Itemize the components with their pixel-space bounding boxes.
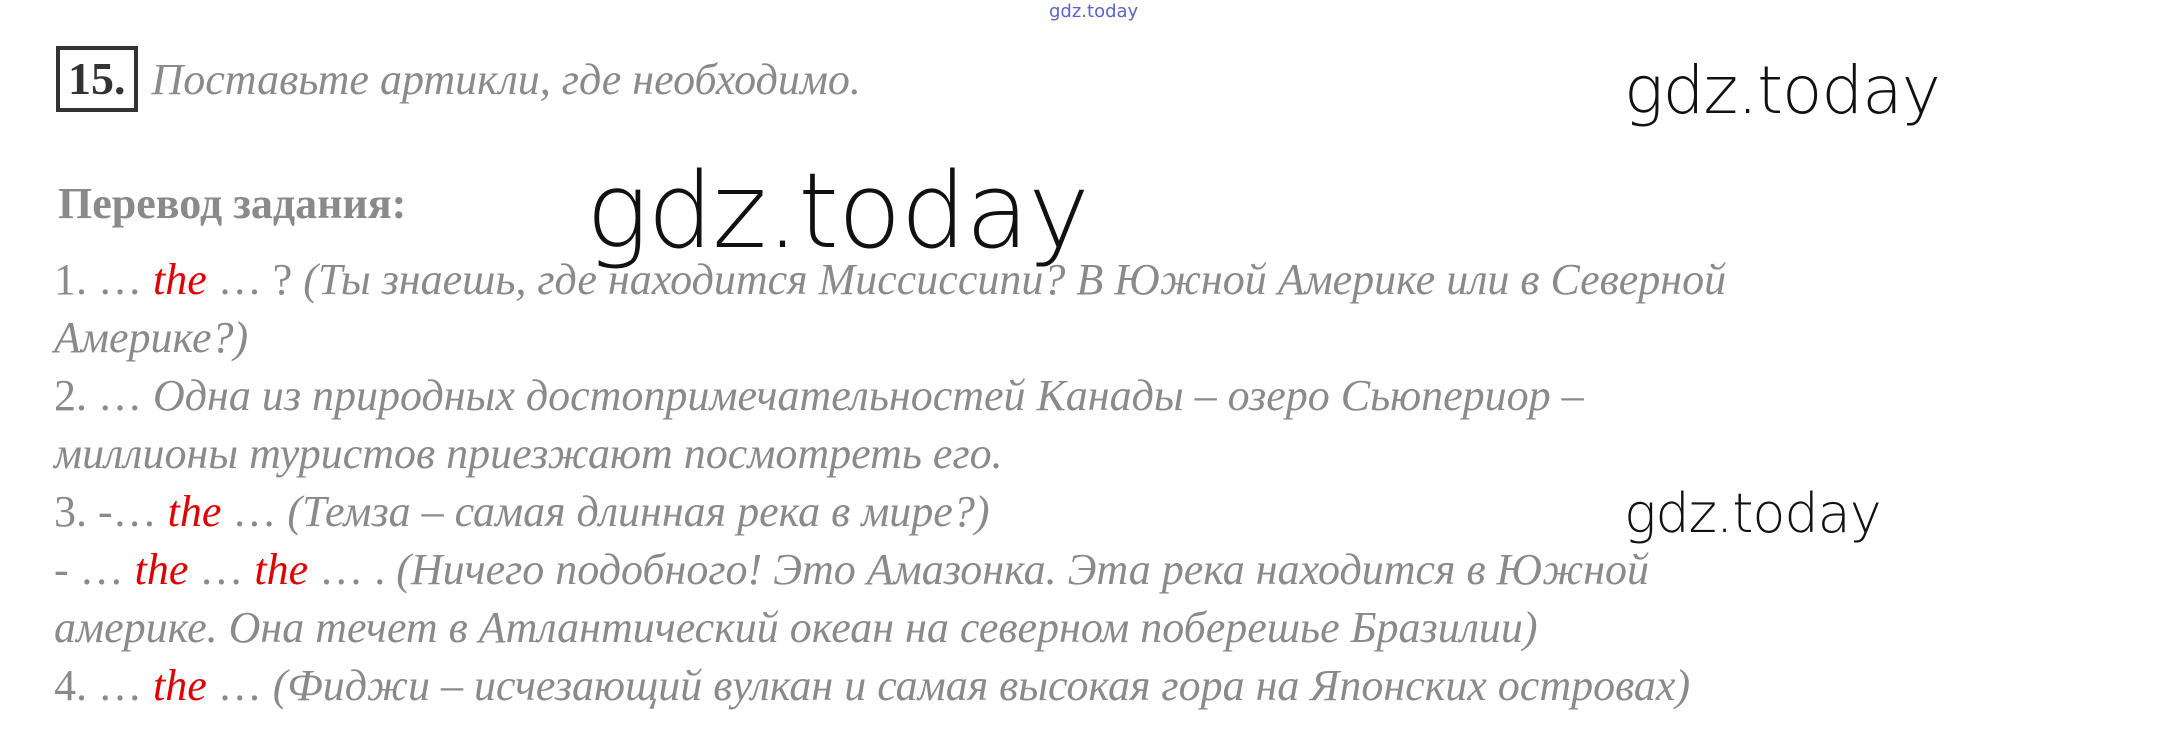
task-instruction: Поставьте артикли, где необходимо. [151, 54, 861, 104]
line-1-answer: the [153, 255, 207, 304]
line-3-translation: (Темза – самая длинная река в мире?) [287, 487, 990, 536]
line-4-prefix: 4. … [54, 661, 153, 710]
exercise-line-3-reply [54, 545, 1650, 594]
watermark-tiny: gdz.today [1049, 1, 1139, 22]
line-2-prefix: 2. … [54, 371, 153, 420]
reply-translation: (Ничего подобного! Это Амазонка. Эта река находится в Южной [396, 545, 1650, 594]
watermark-top-right: gdz.today [1624, 52, 1940, 129]
task-number-dot: . [114, 53, 126, 104]
watermark-center: gdz.today [586, 150, 1089, 272]
exercise-line-4 [54, 661, 1691, 710]
reply-mid-1: … [188, 545, 255, 594]
task-number: 15 [68, 53, 114, 104]
exercise-line-3 [54, 487, 990, 536]
line-1-translation: (Ты знаешь, где находится Миссиссипи? В Южной Америке или в Северной [303, 255, 1727, 304]
reply-mid-2: … . [308, 545, 397, 594]
line-3-prefix: 3. -… [54, 487, 168, 536]
watermark-mid-right: gdz.today [1624, 482, 1881, 545]
line-3-mid: … [221, 487, 288, 536]
line-4-translation: (Фиджи – исчезающий вулкан и самая высокая гора на Японских островах) [272, 661, 1691, 710]
line-3-answer: the [167, 487, 222, 536]
exercise-line-2 [54, 371, 1584, 420]
task-number-box [56, 46, 138, 112]
exercise-line-3-reply-continued: америке. Она течет в Атлантический океан на северном поберешье Бразилии) [54, 603, 1538, 652]
reply-prefix: - … [54, 545, 135, 594]
line-2-translation: Одна из природных достопримечательностей Канады – озеро Сьюпериор – [153, 371, 1584, 420]
reply-answer-2: the [254, 545, 309, 594]
task-header [56, 46, 861, 112]
reply-answer-1: the [134, 545, 189, 594]
line-4-answer: the [153, 661, 207, 710]
exercise-line-2-continued: миллионы туристов приезжают посмотреть его. [54, 429, 1003, 478]
line-1-prefix: 1. … [54, 255, 153, 304]
translation-title: Перевод задания: [58, 179, 407, 228]
line-1-mid: … ? [206, 255, 304, 304]
line-4-mid: … [206, 661, 273, 710]
exercise-line-1-continued: Америке?) [54, 313, 249, 362]
exercise-line-1 [54, 255, 1727, 304]
